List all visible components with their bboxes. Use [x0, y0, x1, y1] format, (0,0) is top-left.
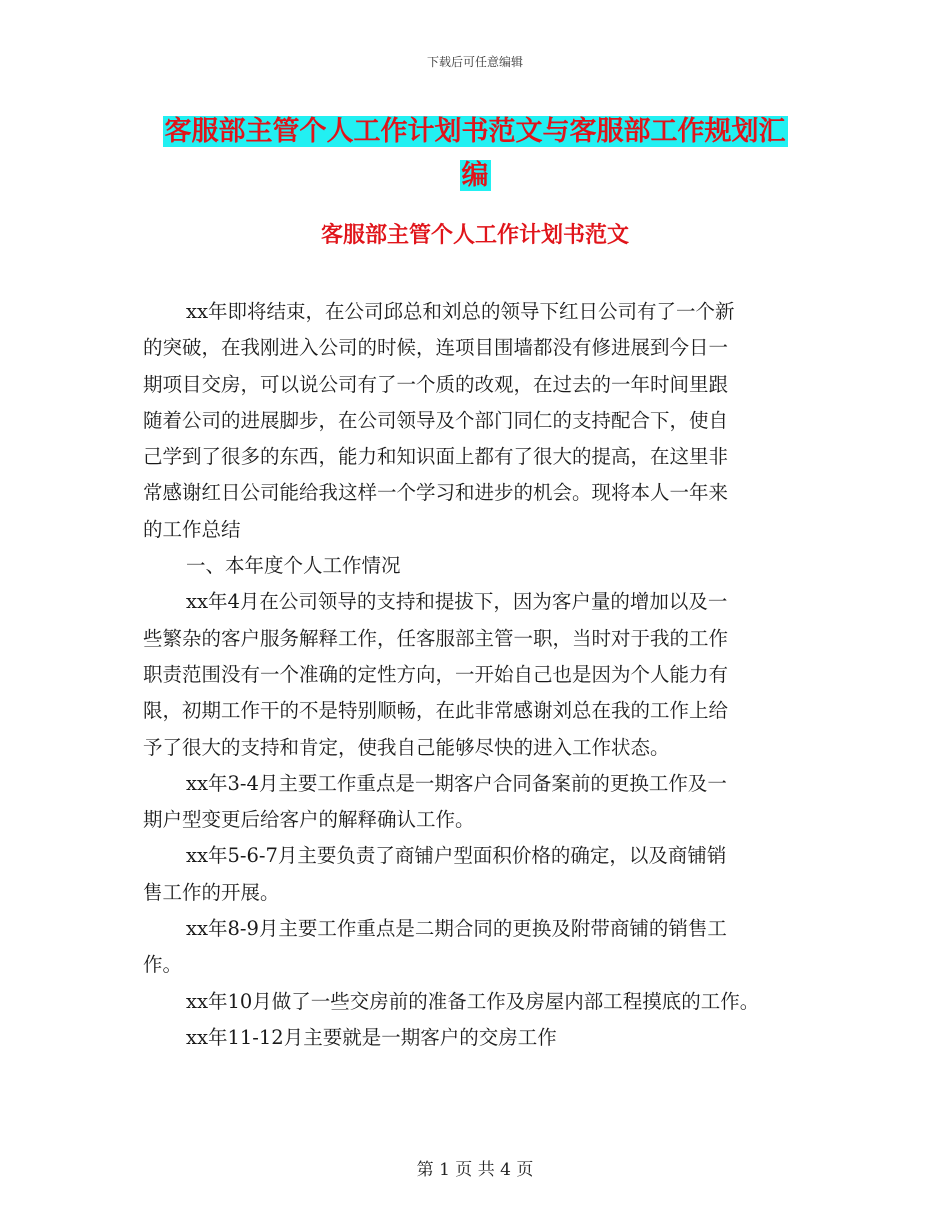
text-line: 随着公司的进展脚步，在公司领导及个部门同仁的支持配合下，使自	[143, 408, 729, 432]
text-line: 售工作的开展。	[143, 880, 280, 904]
section-title: 客服部主管个人工作计划书范文	[320, 222, 629, 248]
text-line: 常感谢红日公司能给我这样一个学习和进步的机会。现将本人一年来	[143, 481, 729, 505]
text-line: xx年即将结束，在公司邱总和刘总的领导下红日公司有了一个新	[186, 300, 735, 323]
text-line: 期项目交房，可以说公司有了一个质的改观，在过去的一年时间里跟	[143, 372, 729, 396]
text-line: 些繁杂的客户服务解释工作，任客服部主管一职，当时对于我的工作	[143, 626, 729, 650]
title-highlight-1: 客服部主管个人工作计划书范文与客服部工作规划汇	[164, 116, 786, 147]
text-line: 的工作总结	[143, 517, 241, 541]
text-line: 限，初期工作干的不是特别顺畅，在此非常感谢刘总在我的工作上给	[143, 699, 729, 723]
section-heading: 一、本年度个人工作情况	[186, 554, 401, 578]
header-note: 下载后可任意编辑	[426, 55, 523, 69]
text-line: xx年8-9月主要工作重点是二期合同的更换及附带商铺的销售工	[186, 917, 727, 941]
text-line: xx年4月在公司领导的支持和提拔下，因为客户量的增加以及一	[186, 590, 728, 614]
text-line: xx年3-4月主要工作重点是一期客户合同备案前的更换工作及一	[186, 771, 727, 795]
text-line: 予了很大的支持和肯定，使我自己能够尽快的进入工作状态。	[143, 735, 670, 759]
document-title-line-2	[0, 152, 950, 200]
text-line: 作。	[143, 953, 183, 977]
text-line: 的突破，在我刚进入公司的时候，连项目围墙都没有修进展到今日一	[143, 336, 729, 360]
text-line: 己学到了很多的东西，能力和知识面上都有了很大的提高，在这里非	[143, 445, 729, 469]
text-line: xx年5-6-7月主要负责了商铺户型面积价格的确定，以及商铺销	[186, 844, 727, 868]
title-highlight-2: 编	[461, 160, 489, 191]
text-line: 期户型变更后给客户的解释确认工作。	[143, 808, 475, 832]
text-line: xx年11-12月主要就是一期客户的交房工作	[186, 1025, 557, 1049]
text-line: xx年10月做了一些交房前的准备工作及房屋内部工程摸底的工作。	[186, 989, 760, 1013]
page-footer: 第 1 页 共 4 页	[416, 1160, 534, 1180]
body-text	[143, 294, 833, 1056]
document-title-line-1	[0, 108, 950, 156]
text-line: 职责范围没有一个准确的定性方向，一开始自己也是因为个人能力有	[143, 662, 729, 686]
